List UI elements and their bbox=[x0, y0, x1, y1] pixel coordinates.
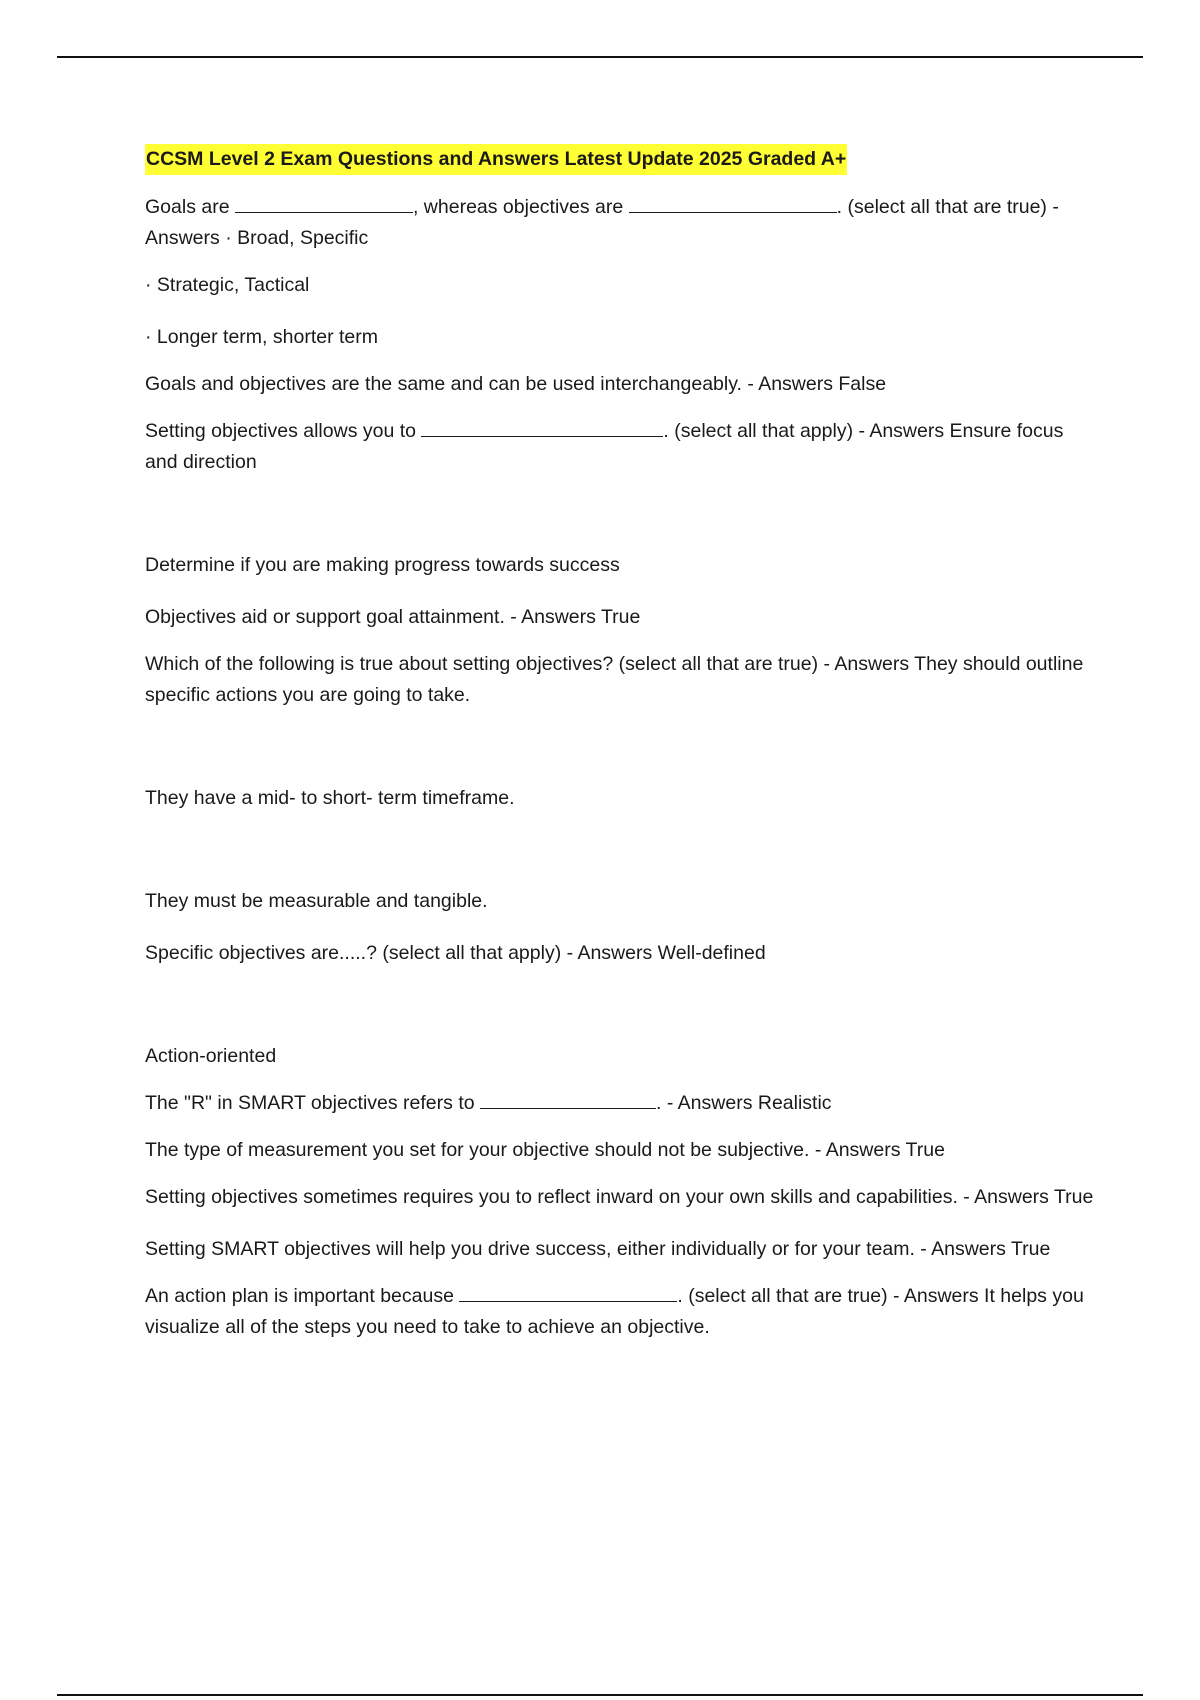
footer-rule bbox=[57, 1694, 1143, 1696]
answer-option: · Strategic, Tactical bbox=[145, 274, 310, 296]
question-smart-r bbox=[145, 1088, 1095, 1119]
question-text: Goals are bbox=[145, 196, 230, 218]
question-text: An action plan is important because bbox=[145, 1285, 454, 1307]
document-title: CCSM Level 2 Exam Questions and Answers Latest Update 2025 Graded A+ bbox=[145, 144, 847, 175]
answer-option: · Longer term, shorter term bbox=[145, 326, 378, 348]
question-answer: . (select all that are true) - Answers It helps you visualize all of the steps you need to take to achieve an objective. bbox=[145, 1285, 1084, 1338]
document-title-line bbox=[145, 144, 1095, 175]
question-text: Setting objectives allows you to bbox=[145, 420, 416, 442]
fill-in-blank bbox=[629, 192, 837, 213]
question-answer: . (select all that are true) - Answers · Broad, Specific bbox=[145, 196, 1059, 249]
fill-in-blank bbox=[421, 416, 663, 437]
question-goals-interchangeable: Goals and objectives are the same and can be used interchangeably. - Answers False bbox=[145, 373, 887, 395]
question-goals-vs-objectives bbox=[145, 192, 1095, 254]
header-rule bbox=[57, 56, 1143, 58]
question-text: , whereas objectives are bbox=[412, 196, 624, 218]
fill-in-blank bbox=[459, 1281, 677, 1302]
fill-in-blank bbox=[235, 192, 413, 213]
document-body bbox=[145, 144, 1095, 1343]
question-measurement: The type of measurement you set for your objective should not be subjective. - Answers True bbox=[145, 1139, 945, 1161]
question-goal-attainment: Objectives aid or support goal attainment. - Answers True bbox=[145, 606, 641, 628]
answer-option: They have a mid- to short- term timeframe. bbox=[145, 787, 515, 809]
fill-in-blank bbox=[480, 1088, 656, 1109]
answer-option: Determine if you are making progress towards success bbox=[145, 554, 620, 576]
question-action-plan bbox=[145, 1281, 1095, 1343]
question-smart-success: Setting SMART objectives will help you drive success, either individually or for your team. - Answers True bbox=[145, 1238, 1051, 1260]
question-setting-objectives bbox=[145, 416, 1095, 478]
answer-option: They must be measurable and tangible. bbox=[145, 890, 488, 912]
question-text: The "R" in SMART objectives refers to bbox=[145, 1092, 475, 1114]
answer-option: Action-oriented bbox=[145, 1045, 277, 1067]
question-answer: . (select all that apply) - Answers Ensure focus and direction bbox=[145, 420, 1064, 473]
question-specific-objectives: Specific objectives are.....? (select all that apply) - Answers Well-defined bbox=[145, 942, 766, 964]
question-reflect-inward: Setting objectives sometimes requires you to reflect inward on your own skills and capabilities. - Answers True bbox=[145, 1186, 1094, 1208]
question-true-about-objectives: Which of the following is true about setting objectives? (select all that are true) - Answers They should outline specific actions you are going to take. bbox=[145, 653, 1084, 706]
question-answer: . - Answers Realistic bbox=[656, 1092, 832, 1114]
